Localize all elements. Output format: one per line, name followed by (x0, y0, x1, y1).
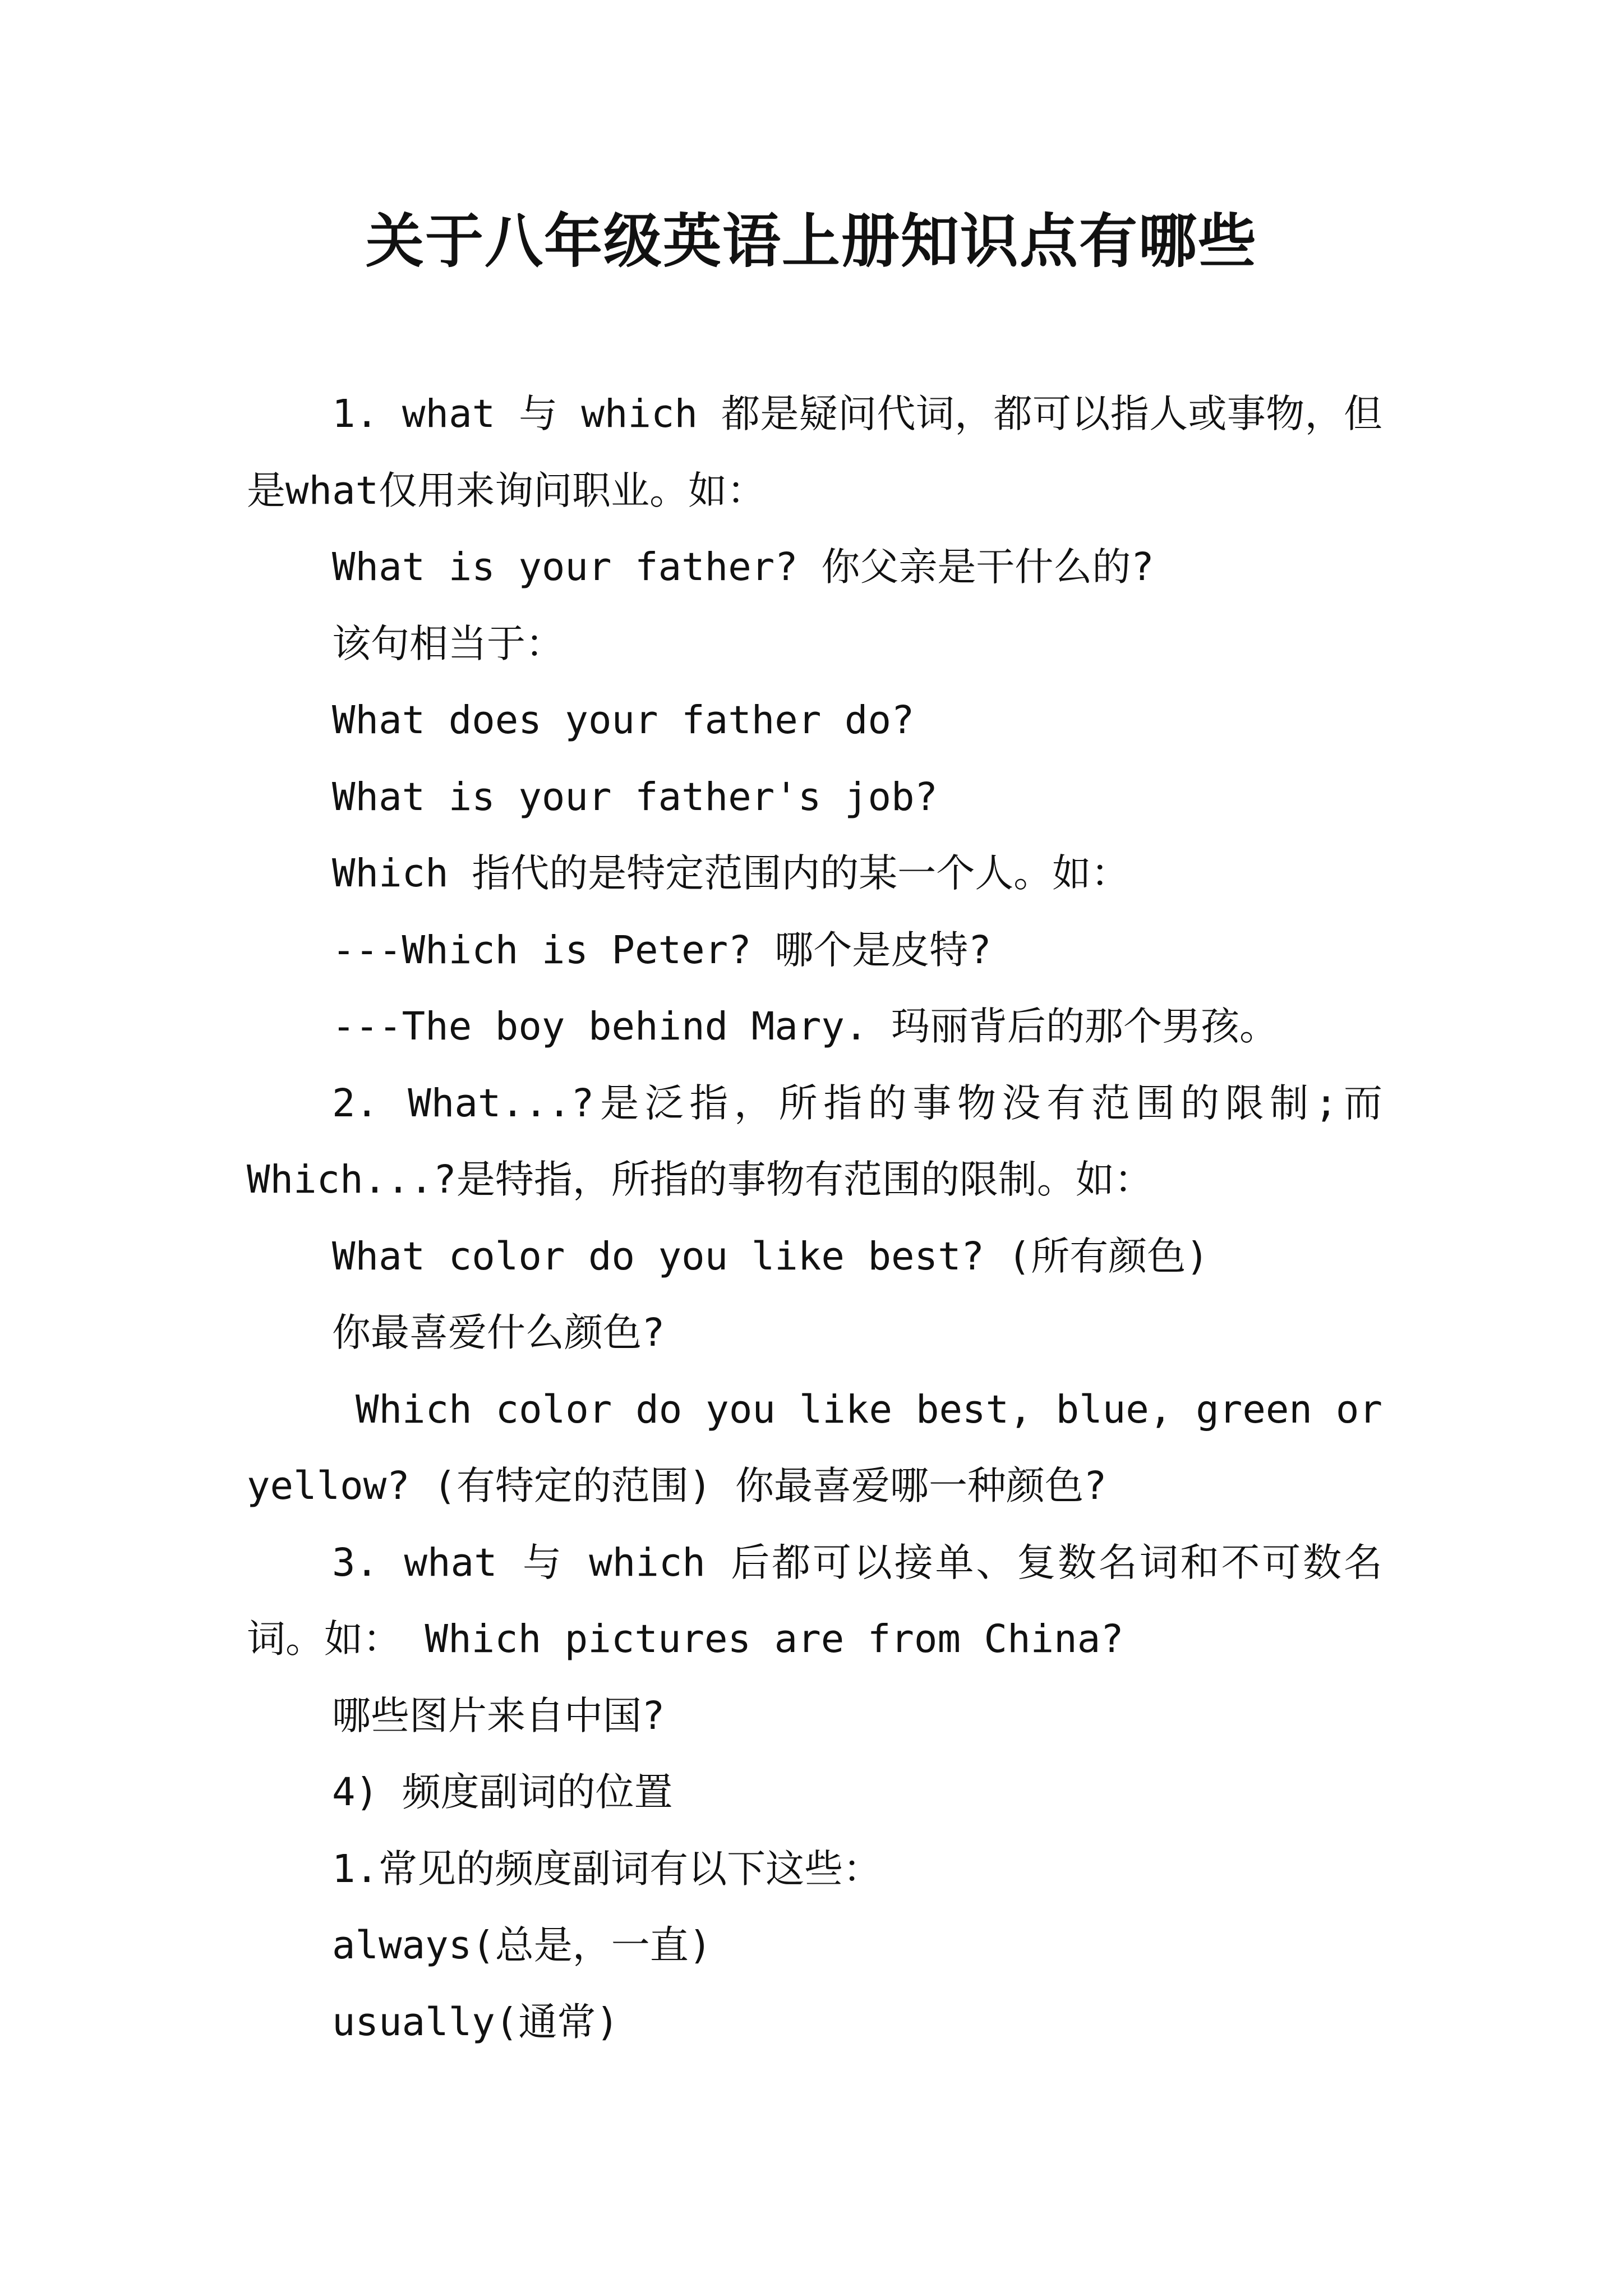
example-sentence: What color do you like best? (所有颜色) (332, 1234, 1209, 1279)
example-translation: 你最喜爱什么颜色? (332, 1310, 665, 1355)
example-sentence: What is your father's job? (332, 774, 938, 820)
dialogue-line: ---The boy behind Mary. 玛丽背后的那个男孩。 (332, 1004, 1278, 1049)
document-body (247, 376, 1406, 2060)
list-item: always(总是，一直) (332, 1923, 712, 1968)
dialogue-line: ---Which is Peter? 哪个是皮特? (332, 927, 992, 973)
example-sentence: What is your father? 你父亲是干什么的? (332, 545, 1154, 590)
paragraph-which-usage: Which 指代的是特定范围内的某一个人。如： (332, 851, 1130, 896)
paragraph-noun-usage: 3. what 与 which 后都可以接单、复数名词和不可数名词。如： Which pictures are from China? (247, 1540, 1382, 1662)
document-title: 关于八年级英语上册知识点有哪些 (365, 206, 1257, 275)
paragraph-general-vs-specific: 2. What...?是泛指，所指的事物没有范围的限制;而Which...?是特指，所指的事物有范围的限制。如： (247, 1080, 1382, 1202)
paragraph-what-which-pronouns: 1. what 与 which 都是疑问代词，都可以指人或事物，但是what仅用来询问职业。如： (247, 392, 1382, 513)
paragraph-equivalent-note: 该句相当于： (332, 621, 564, 666)
paragraph-frequency-adverbs: 1.常见的频度副词有以下这些： (332, 1846, 882, 1892)
list-item: usually(通常) (332, 1999, 619, 2045)
example-sentence: Which color do you like best, blue, green or yellow? (有特定的范围) 你最喜爱哪一种颜色? (247, 1387, 1406, 1508)
section-heading: 4) 频度副词的位置 (332, 1770, 673, 1815)
example-sentence: What does your father do? (332, 698, 915, 743)
example-translation: 哪些图片来自中国? (332, 1693, 665, 1738)
